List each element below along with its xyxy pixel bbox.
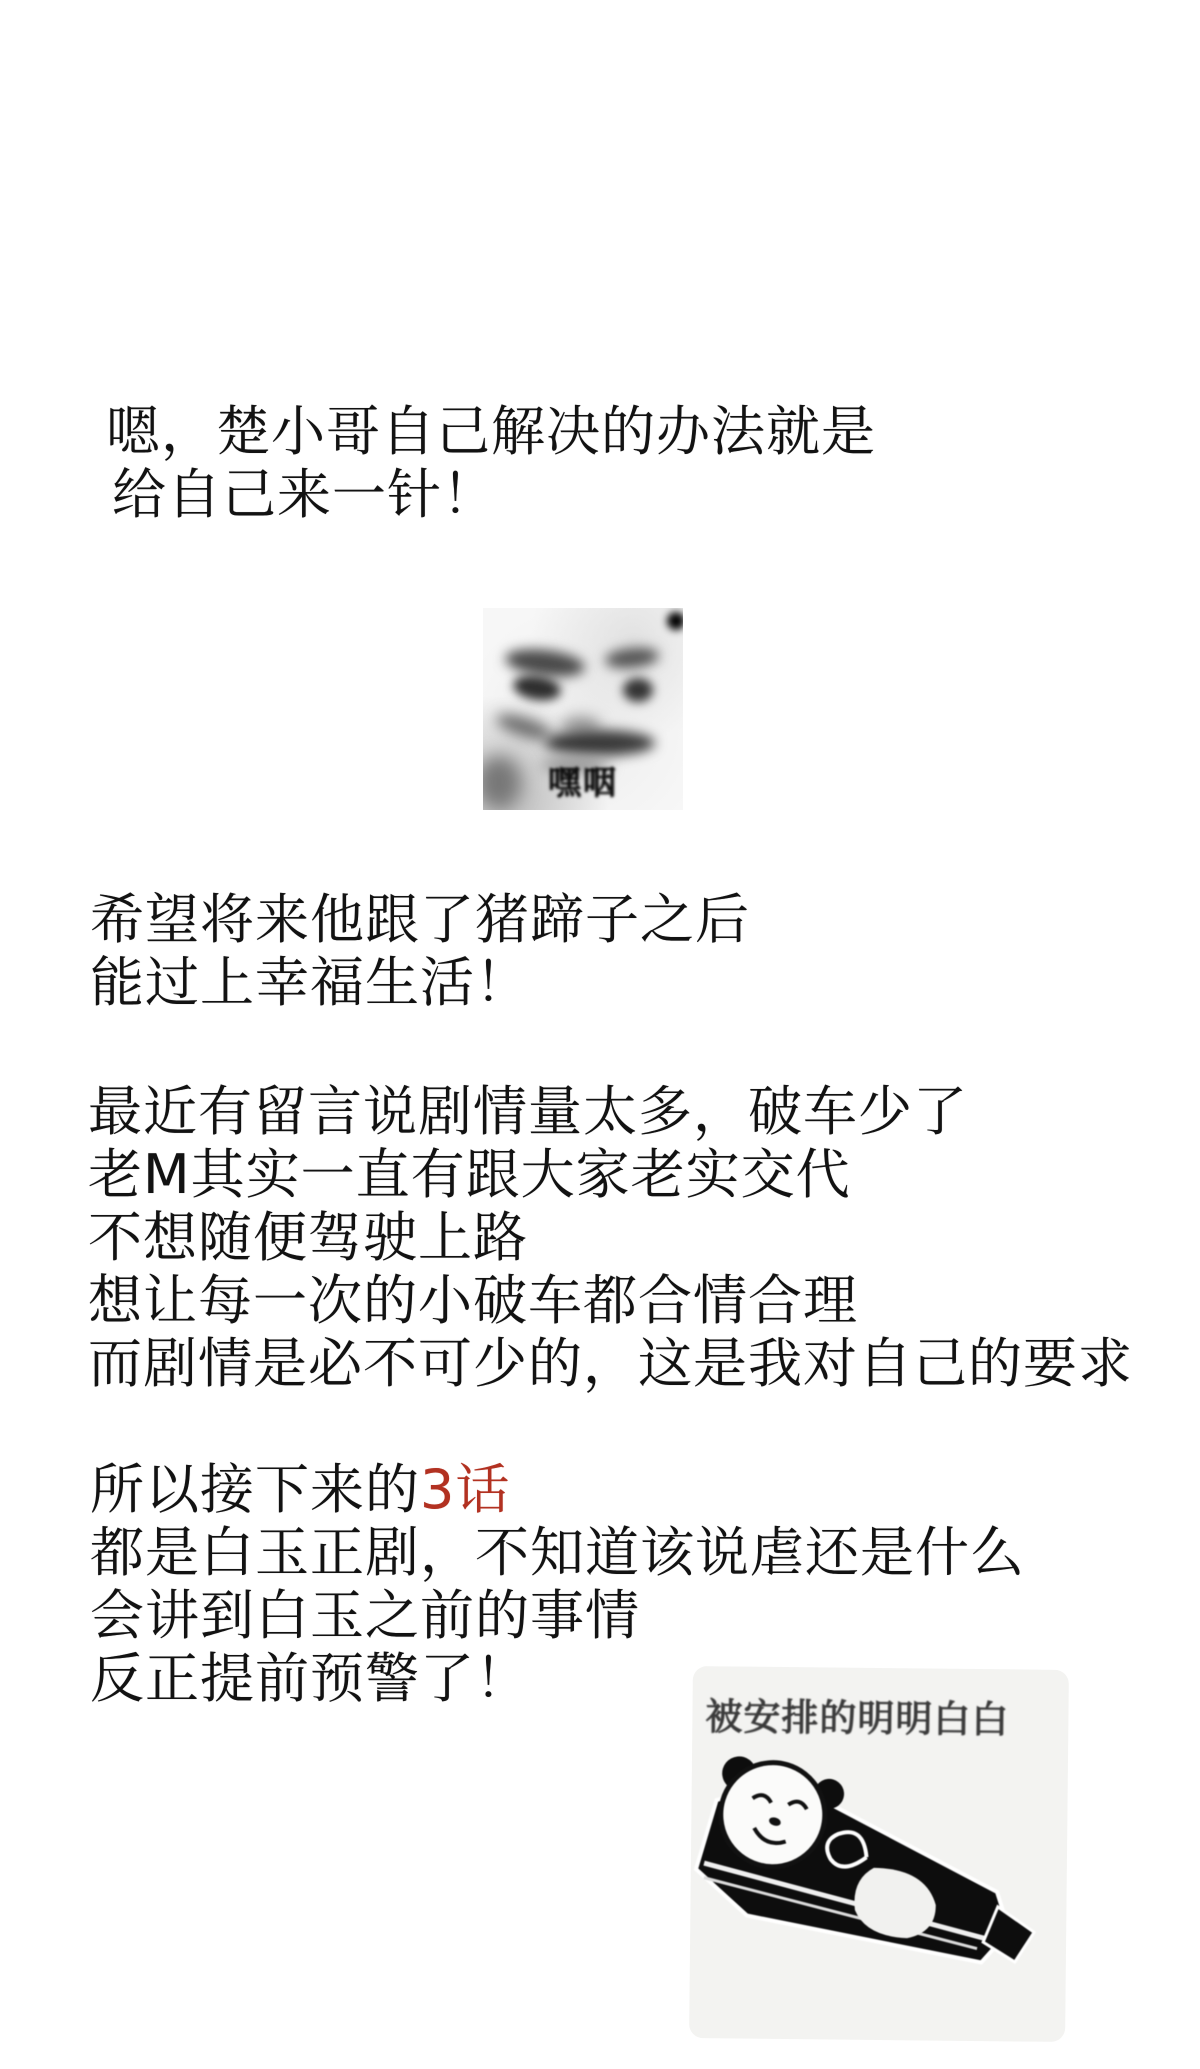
text-line: 最近有留言说剧情量太多，破车少了	[88, 1080, 968, 1143]
meme-caption: 嘿咽	[548, 763, 618, 802]
text-segment: 所以接下来的	[90, 1458, 420, 1521]
paragraph-wish	[90, 888, 750, 1014]
text-line: 不想随便驾驶上路	[88, 1206, 528, 1269]
paragraph-solution	[106, 400, 876, 526]
meme-eyebrow-left	[504, 645, 587, 681]
meme-mouth	[545, 730, 655, 756]
text-line	[90, 1458, 1025, 1521]
blurry-face-meme-image	[483, 608, 683, 810]
highlighted-chapter-count: 3话	[420, 1458, 511, 1521]
text-line: 嗯，楚小哥自己解决的办法就是	[106, 400, 876, 463]
meme-corner-smudge	[667, 612, 683, 630]
meme-eye-left	[511, 672, 562, 703]
paragraph-plot-explanation	[88, 1080, 1133, 1395]
panda-in-coffin-drawing	[689, 1730, 1068, 2034]
text-line: 都是白玉正剧，不知道该说虐还是什么	[90, 1521, 1025, 1584]
text-line: 老M其实一直有跟大家老实交代	[88, 1143, 851, 1206]
text-line: 会讲到白玉之前的事情	[90, 1584, 640, 1647]
text-line: 而剧情是必不可少的，这是我对自己的要求	[88, 1332, 1133, 1395]
text-line: 能过上幸福生活！	[90, 951, 530, 1014]
text-line: 希望将来他跟了猪蹄子之后	[90, 888, 750, 951]
meme-eye-right	[623, 678, 653, 702]
panda-coffin-meme-image	[689, 1666, 1069, 2042]
text-line: 给自己来一针！	[112, 463, 497, 526]
text-line: 反正提前预警了！	[90, 1647, 530, 1710]
text-line: 想让每一次的小破车都合情合理	[88, 1269, 858, 1332]
meme-eyebrow-right	[604, 645, 660, 671]
meme-caption: 被安排的明明白白	[705, 1695, 1010, 1742]
